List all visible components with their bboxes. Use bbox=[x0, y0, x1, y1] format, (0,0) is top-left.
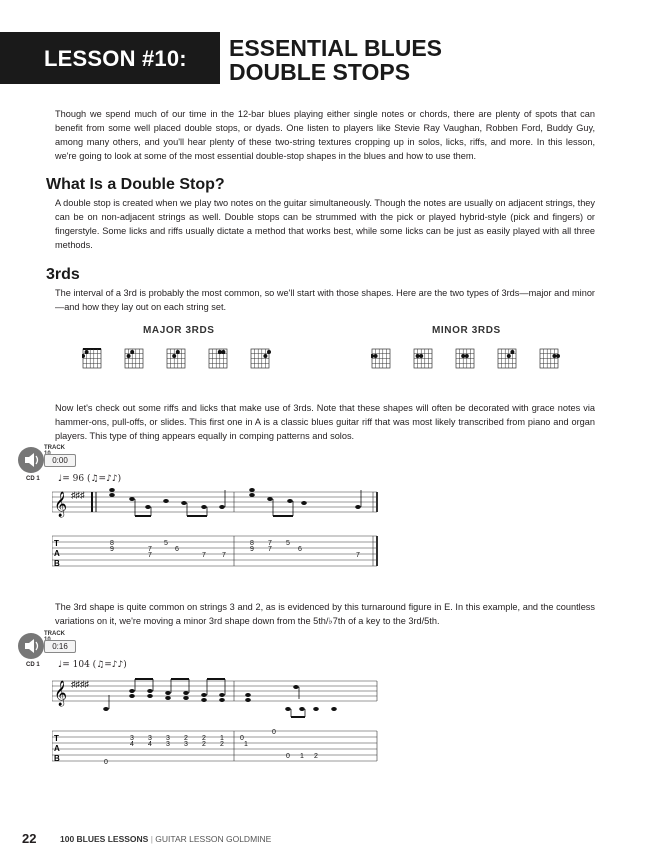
major-3rds-label: MAJOR 3RDS bbox=[143, 325, 215, 336]
tab-number: 3 bbox=[130, 735, 134, 742]
track-time: 0:16 bbox=[44, 640, 76, 653]
tab-letter-a: A bbox=[54, 744, 60, 753]
notation-example-1 bbox=[52, 486, 382, 572]
tab-number: 2 bbox=[184, 735, 188, 742]
tab-number: 7 bbox=[356, 552, 360, 559]
speaker-icon bbox=[18, 447, 44, 473]
tab-number: 0 bbox=[272, 729, 276, 736]
notes-measure-2 bbox=[245, 685, 337, 711]
footer-book-title: 100 BLUES LESSONS | GUITAR LESSON GOLDMINE bbox=[60, 834, 272, 844]
tab-number: 9 bbox=[110, 546, 114, 553]
note-stems bbox=[109, 679, 305, 717]
notation-example-2 bbox=[52, 673, 382, 768]
turnaround-paragraph: The 3rd shape is quite common on strings 3 and 2, as is evidenced by this turnaround figure in E. In this example, and the countless variations on it, we're moving a minor 3rd shape down from the 5th/♭7th of a key to the 3rd/5th. bbox=[55, 602, 595, 626]
tempo-marking: ♩= 104 (♫=♪♪) bbox=[58, 660, 127, 670]
tab-letter-b: B bbox=[54, 559, 60, 568]
track-label: TRACK bbox=[44, 631, 65, 637]
tab-number: 2 bbox=[202, 741, 206, 748]
tab-number: 1 bbox=[244, 741, 248, 748]
section-heading-double-stop: What Is a Double Stop? bbox=[46, 176, 225, 193]
staff bbox=[52, 681, 377, 701]
tab-number: 8 bbox=[110, 540, 114, 547]
tab-number: 7 bbox=[148, 546, 152, 553]
tab-number: 1 bbox=[220, 735, 224, 742]
treble-clef-icon: 𝄞 bbox=[54, 680, 68, 705]
notes-measure-1 bbox=[109, 488, 225, 509]
tab-number: 3 bbox=[184, 741, 188, 748]
chord-diagram bbox=[414, 349, 432, 368]
lesson-label: LESSON #10: bbox=[44, 46, 187, 71]
notes-measure-1 bbox=[103, 689, 225, 711]
tab-letter-b: B bbox=[54, 754, 60, 763]
tab-numbers-1 bbox=[110, 540, 360, 559]
tab-number: 5 bbox=[286, 540, 290, 547]
chord-diagram bbox=[125, 349, 143, 368]
tab-number: 6 bbox=[298, 546, 302, 553]
tab-number: 3 bbox=[166, 741, 170, 748]
staff bbox=[52, 492, 377, 512]
footer-book: 100 BLUES LESSONS bbox=[60, 834, 149, 844]
cd-label: CD 1 bbox=[26, 476, 40, 482]
tab-number: 2 bbox=[314, 753, 318, 760]
section-heading-3rds: 3rds bbox=[46, 266, 80, 283]
tempo-marking: ♩= 96 (♫=♪♪) bbox=[58, 474, 122, 484]
tab-number: 3 bbox=[148, 735, 152, 742]
chord-diagram bbox=[209, 349, 227, 368]
major-3rds-diagrams bbox=[82, 347, 282, 373]
tab-number: 7 bbox=[202, 552, 206, 559]
footer-series: GUITAR LESSON GOLDMINE bbox=[155, 834, 272, 844]
intro-paragraph: Though we spend much of our time in the 12-bar blues playing either single notes or chords, there are plenty of spots that can benefit from some well placed double stops, or dyads. One listen to players like Stevie Ray Vaughan, Robben Ford, Buddy Guy, among many others, and you'll hear plenty of these two-string textures cropping up in solos, licks, riffs, and more. In this lesson, we're going to look at some of the most essential double-stop shapes in the blues and how to use them. bbox=[55, 109, 595, 161]
tab-number: 7 bbox=[268, 540, 272, 547]
tab-number: 7 bbox=[268, 546, 272, 553]
tab-number: 8 bbox=[250, 540, 254, 547]
chord-diagram bbox=[540, 349, 560, 368]
tab-number: 0 bbox=[104, 759, 108, 766]
tab-number: 2 bbox=[202, 735, 206, 742]
tab-number: 3 bbox=[166, 735, 170, 742]
page-number: 22 bbox=[22, 831, 37, 846]
tab-number: 0 bbox=[240, 735, 244, 742]
minor-3rds-diagrams bbox=[371, 347, 571, 373]
track-label: TRACK bbox=[44, 445, 65, 451]
riff-intro-paragraph: Now let's check out some riffs and licks that make use of 3rds. Note that these shapes will often be decorated with grace notes via hammer-ons, pull-offs, or slides. This first one in A is a classic blues guitar riff that was most likely transcribed from piano and organ players. This type of thing appears equally in comping patterns and solos. bbox=[55, 403, 595, 441]
title-line-2: DOUBLE STOPS bbox=[229, 59, 411, 85]
title-line-1: ESSENTIAL BLUES bbox=[229, 35, 442, 61]
tab-number: 9 bbox=[250, 546, 254, 553]
tab-staff bbox=[52, 731, 377, 761]
tab-numbers-2 bbox=[104, 729, 318, 766]
chord-diagram bbox=[456, 349, 474, 368]
key-signature: ♯♯♯♯ bbox=[71, 679, 89, 689]
speaker-icon bbox=[18, 633, 44, 659]
tab-number: 2 bbox=[220, 741, 224, 748]
tab-letter-t: T bbox=[54, 539, 59, 548]
tab-number: 5 bbox=[164, 540, 168, 547]
tab-number: 4 bbox=[148, 741, 152, 748]
track-time: 0:00 bbox=[44, 454, 76, 467]
tab-letter-a: A bbox=[54, 549, 60, 558]
tab-letter-t: T bbox=[54, 734, 59, 743]
chord-diagram bbox=[82, 349, 101, 368]
tab-number: 4 bbox=[130, 741, 134, 748]
notes-measure-2 bbox=[249, 488, 361, 509]
tab-number: 6 bbox=[175, 546, 179, 553]
chord-diagram bbox=[498, 349, 516, 368]
cd-label: CD 1 bbox=[26, 662, 40, 668]
tab-number: 7 bbox=[148, 552, 152, 559]
tab-number: 1 bbox=[300, 753, 304, 760]
tab-staff bbox=[52, 536, 377, 566]
chord-diagram bbox=[371, 349, 390, 368]
section-body-3rds: The interval of a 3rd is probably the most common, so we'll start with those shapes. Here are the two types of 3rds—major and minor—and how they lay out on each string set. bbox=[55, 288, 595, 312]
key-signature: ♯♯♯ bbox=[71, 490, 85, 500]
chord-diagram bbox=[167, 349, 185, 368]
treble-clef-icon: 𝄞 bbox=[54, 491, 68, 516]
tab-number: 0 bbox=[286, 753, 290, 760]
lesson-title bbox=[229, 36, 442, 84]
chord-diagram bbox=[251, 349, 271, 368]
minor-3rds-label: MINOR 3RDS bbox=[432, 325, 501, 336]
tab-number: 7 bbox=[222, 552, 226, 559]
section-body-double-stop: A double stop is created when we play two notes on the guitar simultaneously. Though the notes are usually on adjacent strings, they can be on non-adjacent strings as well. Double stops can be strummed with the pick or played hybrid-style (pick and fingers) or fingerstyle. Some licks and riffs usually dictate a method that works best, while some licks can be just as easily played with all three methods. bbox=[55, 198, 596, 250]
